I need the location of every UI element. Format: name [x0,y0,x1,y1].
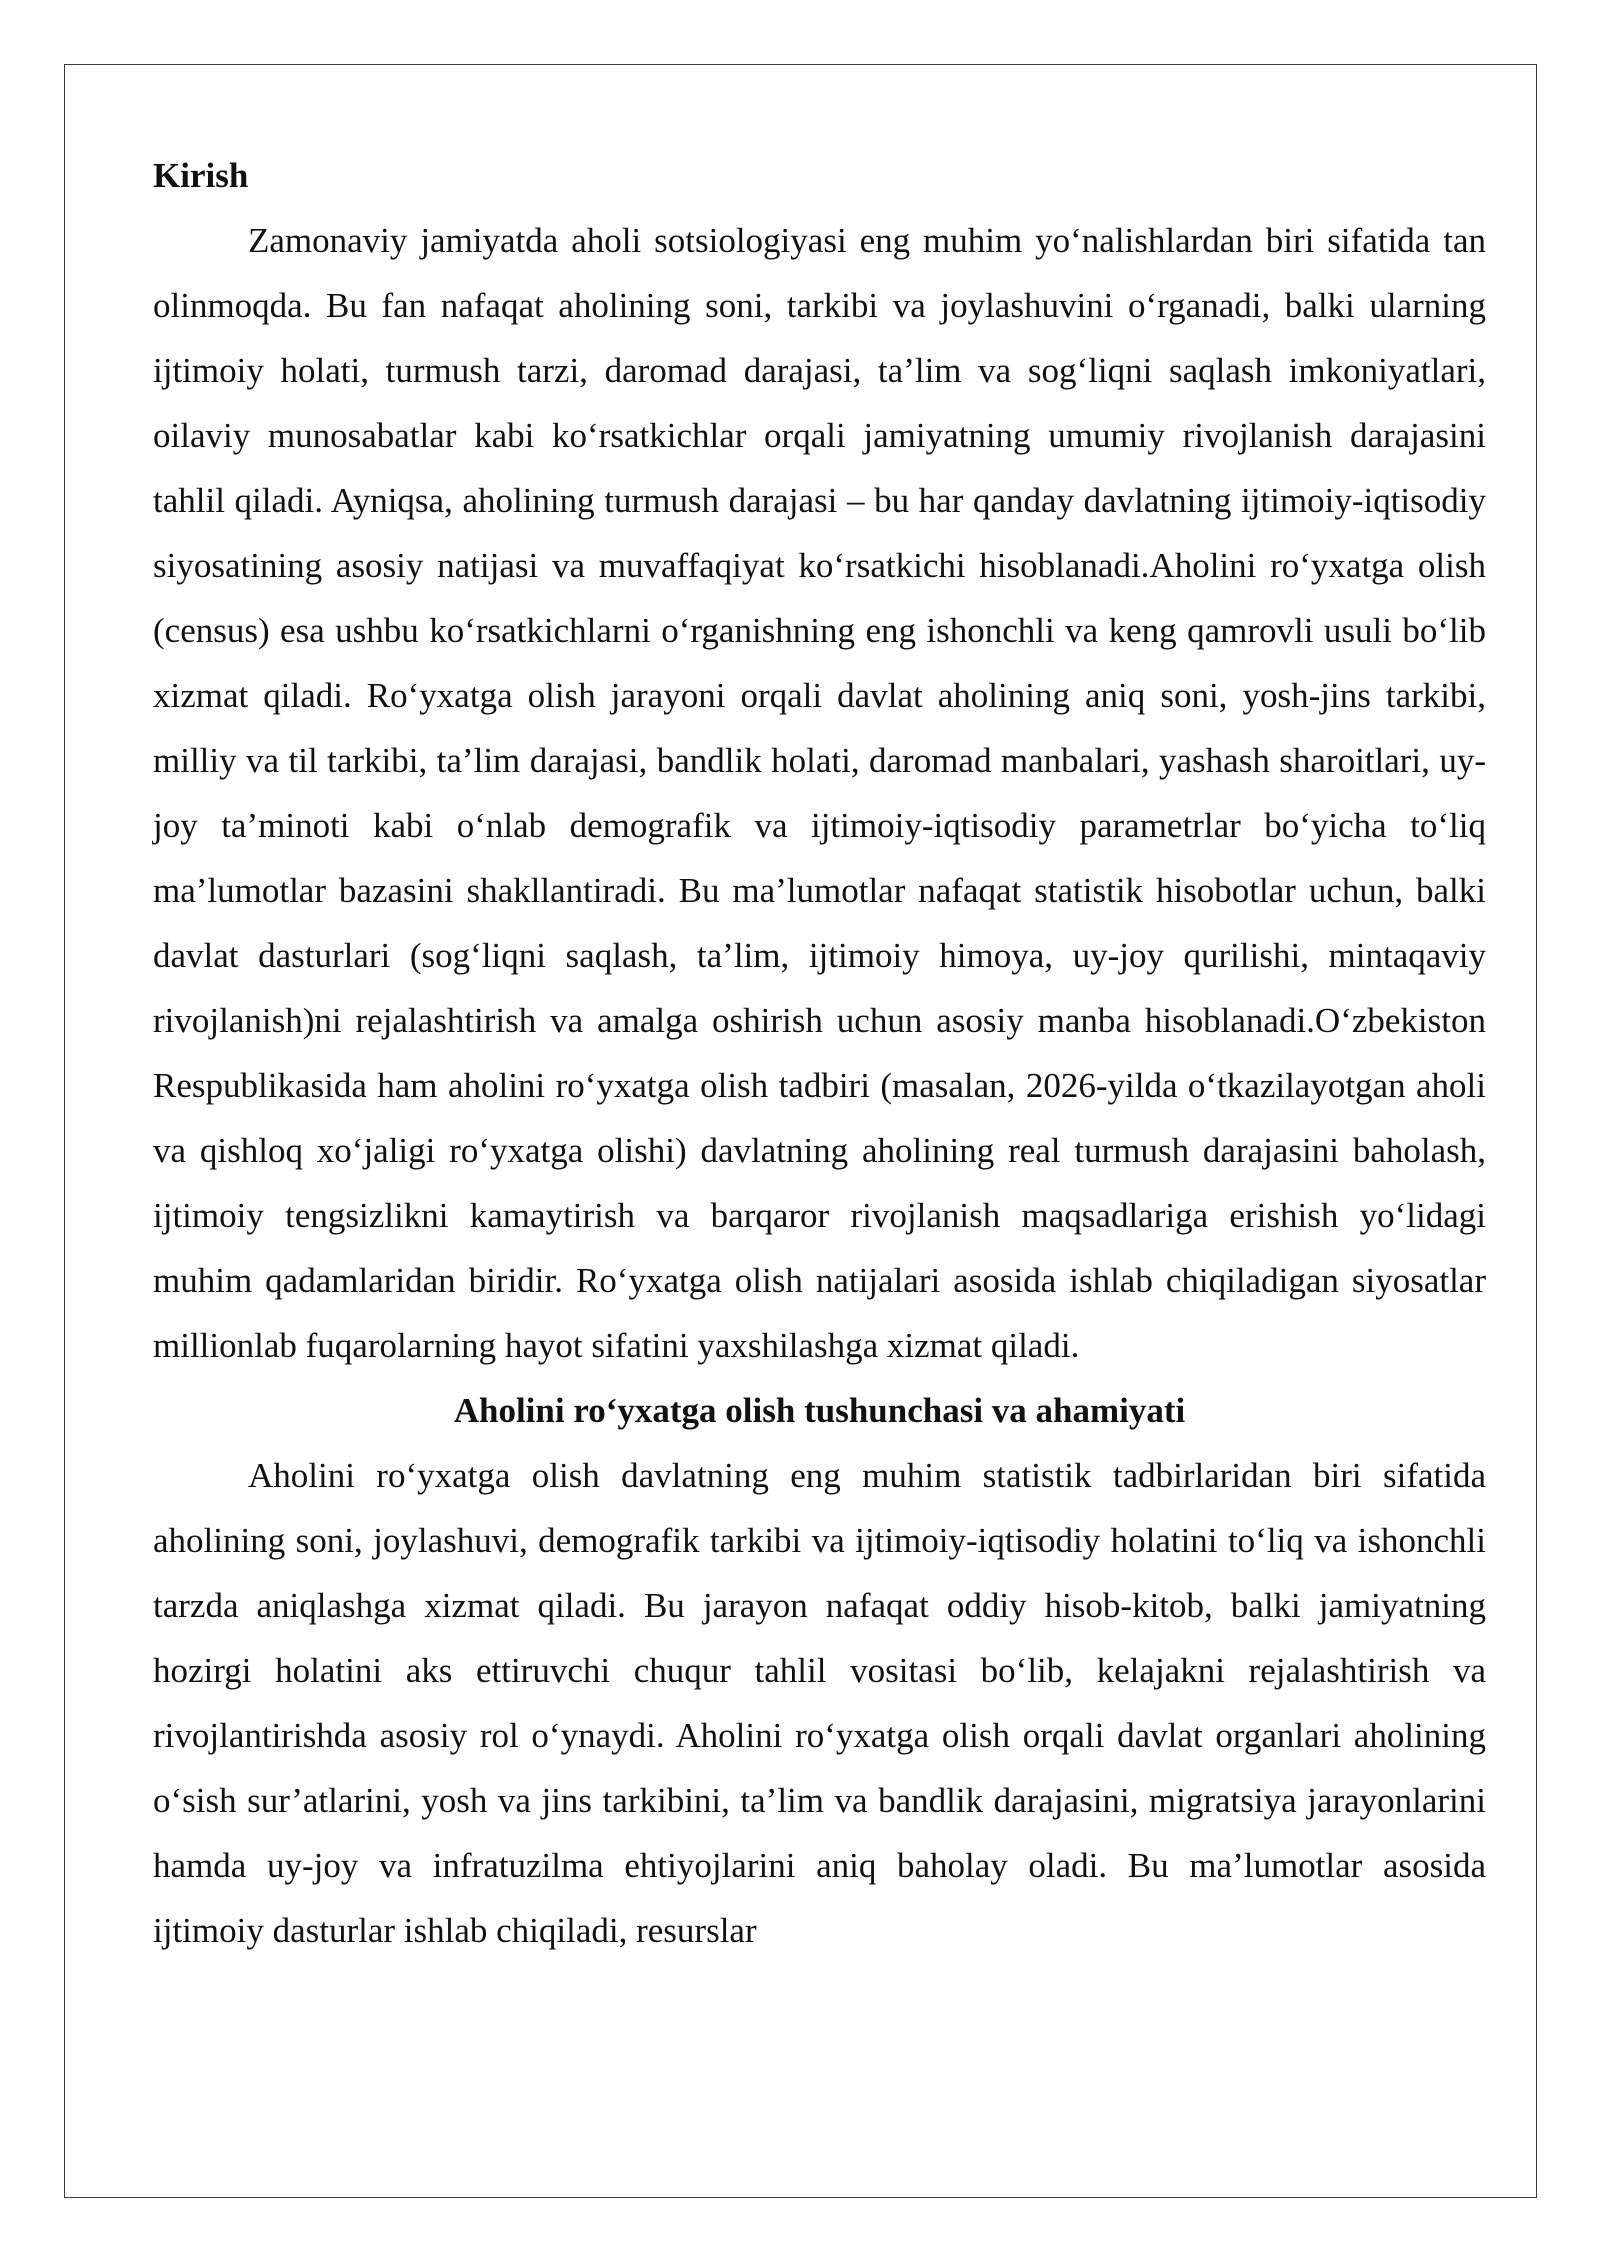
document-body [153,143,1486,1963]
paragraph-introduction: Zamonaviy jamiyatda aholi sotsiologiyasi eng muhim yo‘nalishlardan biri sifatida tan olinmoqda. Bu fan nafaqat aholining soni, tarkibi va joylashuvini o‘rganadi, balki ularning ijtimoiy holati, turmush tarzi, daromad darajasi, ta’lim va sog‘liqni saqlash imkoniyatlari, oilaviy munosabatlar kabi ko‘rsatkichlar orqali jamiyatning umumiy rivojlanish darajasini tahlil qiladi. Ayniqsa, aholining turmush darajasi – bu har qanday davlatning ijtimoiy-iqtisodiy siyosatining asosiy natijasi va muvaffaqiyat ko‘rsatkichi hisoblanadi.Aholini ro‘yxatga olish (census) esa ushbu ko‘rsatkichlarni o‘rganishning eng ishonchli va keng qamrovli usuli bo‘lib xizmat qiladi. Ro‘yxatga olish jarayoni orqali davlat aholining aniq soni, yosh-jins tarkibi, milliy va til tarkibi, ta’lim darajasi, bandlik holati, daromad manbalari, yashash sharoitlari, uy-joy ta’minoti kabi o‘nlab demografik va ijtimoiy-iqtisodiy parametrlar bo‘yicha to‘liq ma’lumotlar bazasini shakllantiradi. Bu ma’lumotlar nafaqat statistik hisobotlar uchun, balki davlat dasturlari (sog‘liqni saqlash, ta’lim, ijtimoiy himoya, uy-joy qurilishi, mintaqaviy rivojlanish)ni rejalashtirish va amalga oshirish uchun asosiy manba hisoblanadi.O‘zbekiston Respublikasida ham aholini ro‘yxatga olish tadbiri (masalan, 2026-yilda o‘tkazilayotgan aholi va qishloq xo‘jaligi ro‘yxatga olishi) davlatning aholining real turmush darajasini baholash, ijtimoiy tengsizlikni kamaytirish va barqaror rivojlanish maqsadlariga erishish yo‘lidagi muhim qadamlaridan biridir. Ro‘yxatga olish natijalari asosida ishlab chiqiladigan siyosatlar millionlab fuqarolarning hayot sifatini yaxshilashga xizmat qiladi. [153,221,1486,1365]
section-heading-census-concept: Aholini ro‘yxatga olish tushunchasi va ahamiyati [453,1391,1186,1430]
paragraph-census-concept: Aholini ro‘yxatga olish davlatning eng muhim statistik tadbirlaridan biri sifatida aholining soni, joylashuvi, demografik tarkibi va ijtimoiy-iqtisodiy holatini to‘liq va ishonchli tarzda aniqlashga xizmat qiladi. Bu jarayon nafaqat oddiy hisob-kitob, balki jamiyatning hozirgi holatini aks ettiruvchi chuqur tahlil vositasi bo‘lib, kelajakni rejalashtirish va rivojlantirishda asosiy rol o‘ynaydi. Aholini ro‘yxatga olish orqali davlat organlari aholining o‘sish sur’atlarini, yosh va jins tarkibini, ta’lim va bandlik darajasini, migratsiya jarayonlarini hamda uy-joy va infratuzilma ehtiyojlarini aniq baholay oladi. Bu ma’lumotlar asosida ijtimoiy dasturlar ishlab chiqiladi, resurslar [153,1456,1486,1950]
section-heading-kirish: Kirish [153,156,249,195]
